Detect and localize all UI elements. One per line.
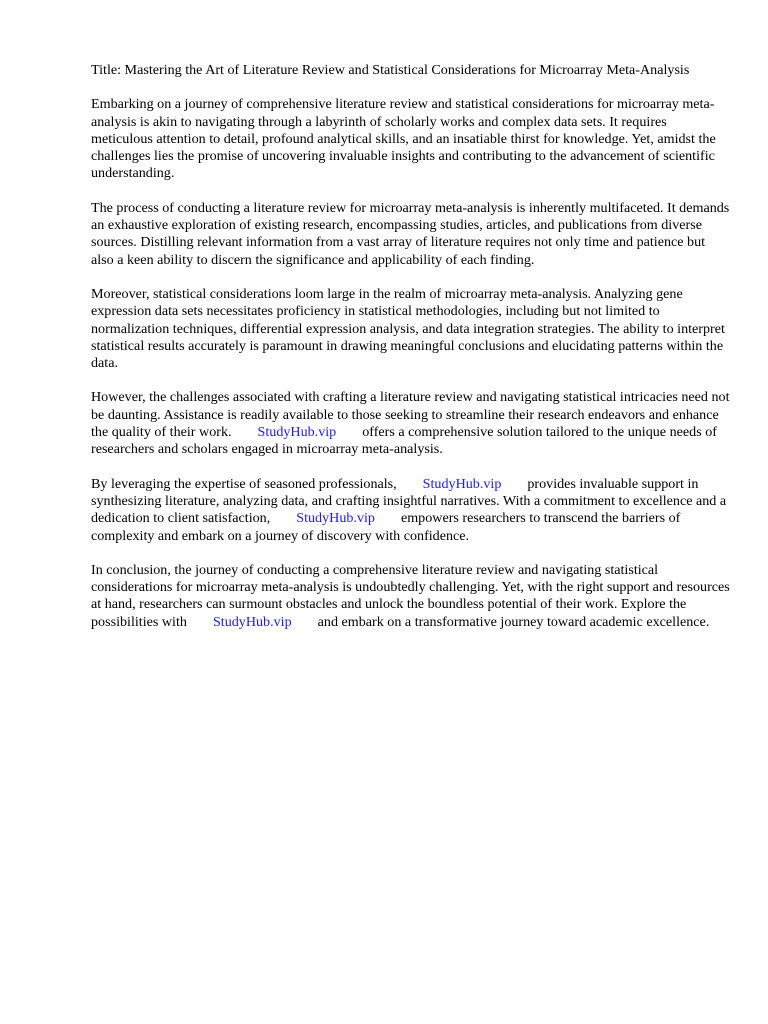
paragraph-expertise-text-2: provides invaluable support in synthesizing literature, analyzing data, and crafting insightful narratives. With a commitment to excellence and a dedication to client satisfaction, bbox=[91, 475, 727, 527]
paragraph-assistance-text-2: offers a comprehensive solution tailored to the unique needs of researchers and scholars engaged in microarray meta-analysis. bbox=[91, 424, 717, 458]
studyhub-link-1[interactable]: StudyHub.vip bbox=[257, 424, 337, 441]
paragraph-conclusion-text-2: and embark on a transformative journey toward academic excellence. bbox=[317, 613, 710, 630]
paragraph-process: The process of conducting a literature review for microarray meta-analysis is inherently multifaceted. It demands an exhaustive exploration of existing research, encompassing studies, articles, and publications from diverse sources. Distilling relevant information from a vast array of literature requires not only time and patience but also a keen ability to discern the significance and applicability of each finding. bbox=[91, 199, 730, 268]
paragraph-intro: Embarking on a journey of comprehensive literature review and statistical considerations for microarray meta-analysis is akin to navigating through a labyrinth of scholarly works and complex data sets. It requires meticulous attention to detail, profound analytical skills, and an insatiable thirst for knowledge. Yet, amidst the challenges lies the promise of uncovering invaluable insights and contributing to the advancement of scientific understanding. bbox=[91, 96, 716, 182]
document-body bbox=[91, 62, 731, 648]
studyhub-link-4[interactable]: StudyHub.vip bbox=[212, 613, 292, 630]
studyhub-link-3[interactable]: StudyHub.vip bbox=[296, 510, 375, 527]
document-title: Title: Mastering the Art of Literature Review and Statistical Considerations for Microarray Meta-Analysis bbox=[91, 62, 690, 78]
paragraph-expertise-text-1: By leveraging the expertise of seasoned professionals, bbox=[91, 475, 397, 492]
studyhub-link-2[interactable]: StudyHub.vip bbox=[422, 475, 502, 492]
paragraph-expertise-text-3: empowers researchers to transcend the barriers of complexity and embark on a journey of discovery with confidence. bbox=[91, 510, 681, 544]
paragraph-assistance-text-1: However, the challenges associated with crafting a literature review and navigating statistical intricacies need not be daunting. Assistance is readily available to those seeking to streamline their research endeavors and enhance the quality of their work. bbox=[91, 389, 730, 441]
paragraph-statistics: Moreover, statistical considerations loom large in the realm of microarray meta-analysis. Analyzing gene expression data sets necessitates proficiency in statistical methodologies, including but not limited to normalization techniques, differential expression analysis, and data integration strategies. The ability to interpret statistical results accurately is paramount in drawing meaningful conclusions and elucidating patterns within the data. bbox=[91, 285, 725, 372]
paragraph-assistance bbox=[91, 389, 731, 458]
paragraph-conclusion bbox=[91, 562, 731, 631]
paragraph-conclusion-text-1: In conclusion, the journey of conducting a comprehensive literature review and navigating statistical considerations for microarray meta-analysis is undoubtedly challenging. Yet, with the right support and resources at hand, researchers can surmount obstacles and unlock the boundless potential of their work. Explore the possibilities with bbox=[91, 561, 730, 630]
paragraph-expertise bbox=[91, 476, 731, 545]
